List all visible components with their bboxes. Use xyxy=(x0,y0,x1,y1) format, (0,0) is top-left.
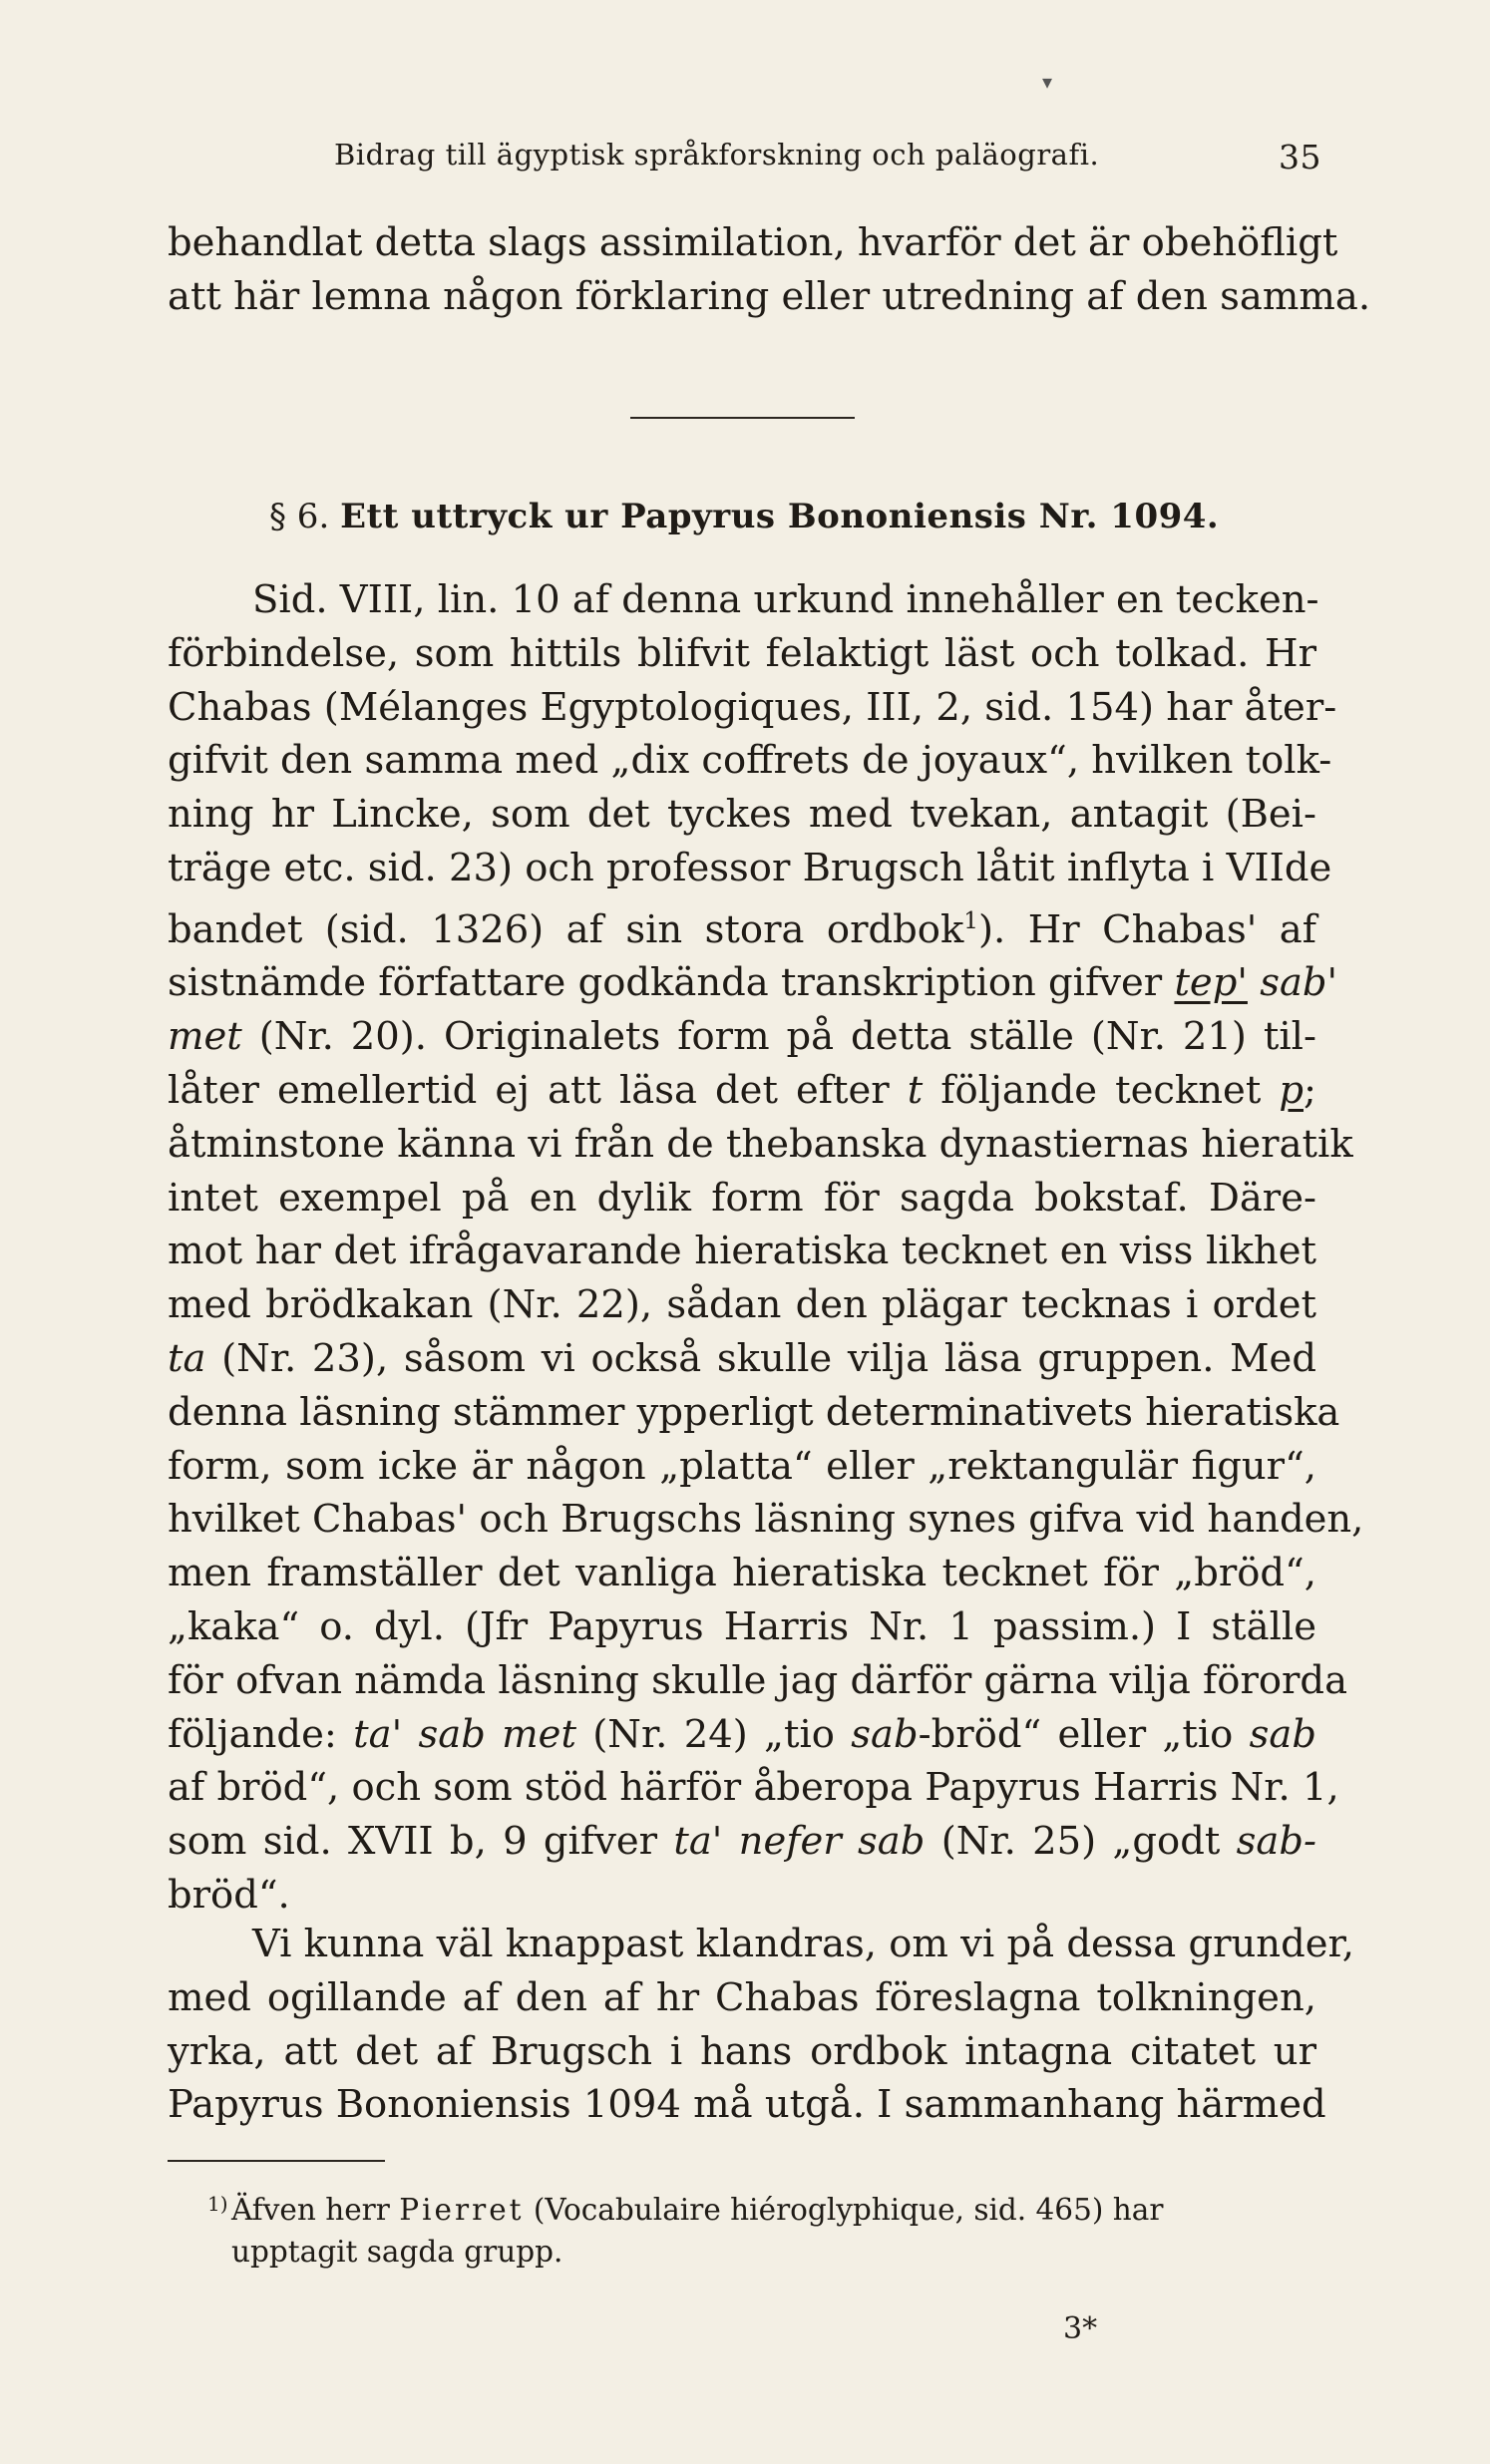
text-line: bröd“. xyxy=(168,1872,290,1918)
author-name: Pierret xyxy=(399,2193,525,2227)
text-line xyxy=(168,895,1316,957)
text-line: „kaka“ o. dyl. (Jfr Papyrus Harris Nr. 1 passim.) I ställe xyxy=(168,1603,1316,1649)
transliteration: sab xyxy=(1249,1711,1317,1757)
text-line xyxy=(168,1708,1316,1762)
text-run: ). Hr Chabas' af xyxy=(978,906,1316,952)
footnote xyxy=(207,2189,1301,2273)
page-number: 35 xyxy=(1279,138,1321,176)
text-line xyxy=(168,1064,1316,1118)
intro-text xyxy=(168,216,1371,324)
transliteration: tep' xyxy=(1174,960,1248,1006)
text-line: men framställer det vanliga hieratiska tecknet för „bröd“, xyxy=(168,1551,1316,1596)
text-run: Äfven herr xyxy=(231,2193,390,2227)
text-line xyxy=(168,1332,1316,1386)
text-line: träge etc. sid. 23) och professor Brugsch låtit inflyta i VIIde xyxy=(168,845,1332,890)
footnote-marker: 1) xyxy=(207,2192,228,2216)
text-line: förbindelse, som hittils blifvit felaktigt läst och tolkad. Hr xyxy=(168,630,1316,676)
text-line: intet exempel på en dylik form för sagda bokstaf. Däre- xyxy=(168,1175,1316,1221)
text-line: för ofvan nämda läsning skulle jag därför gärna vilja förorda xyxy=(168,1657,1348,1703)
text-line: behandlat detta slags assimilation, hvarför det är obehöfligt xyxy=(168,220,1338,265)
signature-mark: 3* xyxy=(1063,2311,1098,2346)
text-line: Papyrus Bononiensis 1094 må utgå. I sammanhang härmed xyxy=(168,2082,1326,2128)
transliteration: ta' nefer sab xyxy=(673,1819,926,1865)
text-run: följande: xyxy=(168,1711,337,1757)
text-line: hvilket Chabas' och Brugschs läsning synes gifva vid handen, xyxy=(168,1497,1364,1543)
transliteration: ta xyxy=(168,1335,206,1381)
text-line: yrka, att det af Brugsch i hans ordbok intagna citatet ur xyxy=(168,2028,1316,2074)
text-run: (Vocabulaire hiéroglyphique, sid. 465) har xyxy=(533,2193,1164,2227)
text-line: denna läsning stämmer ypperligt determinativets hieratiska xyxy=(168,1389,1340,1435)
text-line: med brödkakan (Nr. 22), sådan den plägar tecknas i ordet xyxy=(168,1282,1316,1328)
section-heading xyxy=(269,497,1219,536)
transliteration: sab- xyxy=(1236,1819,1316,1865)
footnote-ref[interactable]: 1 xyxy=(963,907,978,934)
text-run: -bröd“ eller „tio xyxy=(918,1711,1234,1757)
transliteration: sab xyxy=(851,1711,919,1757)
text-line xyxy=(168,1815,1316,1869)
text-line: Vi kunna väl knappast klandras, om vi på dessa grunder, xyxy=(252,1922,1354,1966)
section-title: Ett uttryck ur Papyrus Bononiensis Nr. 1094. xyxy=(340,497,1220,536)
text-run: som sid. XVII b, 9 gifver xyxy=(168,1819,658,1865)
text-run: sistnämde författare godkända transkription gifver xyxy=(168,960,1163,1006)
text-line xyxy=(168,956,1338,1010)
text-line: gifvit den samma med „dix coffrets de joyaux“, hvilken tolk- xyxy=(168,738,1332,784)
text-line: Sid. VIII, lin. 10 af denna urkund innehåller en tecken- xyxy=(252,577,1319,622)
print-speck: ▾ xyxy=(1042,70,1053,94)
text-run: (Nr. 25) „godt xyxy=(940,1819,1221,1865)
text-line xyxy=(168,1010,1316,1064)
text-run: (Nr. 23), såsom vi också skulle vilja läsa gruppen. Med xyxy=(221,1335,1316,1381)
section-number: § 6. xyxy=(269,497,330,536)
text-run: (Nr. 20). Originalets form på detta ställe (Nr. 21) til- xyxy=(258,1014,1316,1060)
paragraph-1 xyxy=(168,573,1364,1923)
transliteration: p xyxy=(1279,1068,1304,1113)
text-line: form, som icke är någon „platta“ eller „rektangulär figur“, xyxy=(168,1443,1316,1489)
footnote-line xyxy=(231,2189,1301,2231)
paragraph-2 xyxy=(168,1918,1354,2132)
transliteration: sab' xyxy=(1260,960,1338,1006)
text-line: ning hr Lincke, som det tyckes med tvekan, antagit (Bei- xyxy=(168,792,1316,838)
transliteration: met xyxy=(168,1014,242,1060)
transliteration: ta' sab met xyxy=(353,1711,576,1757)
text-line: af bröd“, och som stöd härför åberopa Papyrus Harris Nr. 1, xyxy=(168,1765,1339,1811)
section-divider xyxy=(630,417,855,419)
text-run: följande tecknet xyxy=(940,1068,1262,1113)
footnote-rule xyxy=(168,2160,385,2162)
text-line: med ogillande af den af hr Chabas föreslagna tolkningen, xyxy=(168,1974,1316,2020)
running-title: Bidrag till ägyptisk språkforskning och paläografi. xyxy=(334,138,1100,172)
text-run: bandet (sid. 1326) af sin stora ordbok xyxy=(168,906,964,952)
transliteration: t xyxy=(907,1068,924,1113)
text-line: åtminstone känna vi från de thebanska dynastiernas hieratik xyxy=(168,1121,1353,1167)
text-run: (Nr. 24) „tio xyxy=(592,1711,835,1757)
text-line: att här lemna någon förklaring eller utredning af den samma. xyxy=(168,273,1371,319)
text-run: låter emellertid ej att läsa det efter xyxy=(168,1068,890,1113)
text-run: ; xyxy=(1304,1068,1316,1113)
text-line: mot har det ifrågavarande hieratiska tecknet en viss likhet xyxy=(168,1229,1316,1274)
footnote-line: upptagit sagda grupp. xyxy=(231,2235,563,2269)
text-line: Chabas (Mélanges Egyptologiques, III, 2, sid. 154) har åter- xyxy=(168,684,1337,730)
running-header xyxy=(334,138,1321,176)
